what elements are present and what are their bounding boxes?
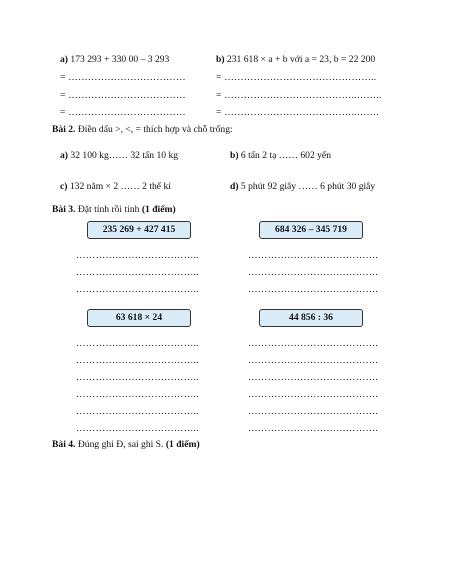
bai3-work-line[interactable]: ………………………………….	[248, 423, 378, 434]
bai2-item-label: a)	[60, 150, 68, 161]
bai1-b-label: b)	[216, 54, 225, 65]
bai3-points: (1 điểm)	[141, 204, 176, 215]
calc-box-addition: 235 269 + 427 415	[87, 221, 191, 239]
bai3-work-line[interactable]: ………………………………..	[76, 267, 199, 278]
bai2-item-text[interactable]: 6 tấn 2 tạ …… 602 yến	[238, 150, 331, 161]
calc-box-subtraction: 684 326 – 345 719	[259, 221, 363, 239]
bai2-item-c	[60, 182, 171, 192]
bai1-b-answer-line[interactable]: = …………………………………..……..	[216, 90, 382, 101]
bai3-work-line[interactable]: ………………………………….	[248, 250, 378, 261]
bai2-title	[52, 125, 233, 135]
bai4-number: Bài 4.	[52, 439, 76, 450]
bai2-instruction: Điền dấu >, <, = thích hợp và chỗ trống:	[75, 124, 233, 135]
bai1-b-answer-line[interactable]: = …………………………………..…….	[216, 107, 379, 118]
bai1-b-answer-line[interactable]: = ………………………………………..	[216, 72, 377, 83]
bai1-b-expression: 231 618 × a + b với a = 23, b = 22 200	[226, 54, 376, 65]
bai2-number: Bài 2.	[52, 124, 76, 135]
bai3-work-line[interactable]: ………………………………….	[248, 372, 378, 383]
bai1-part-b	[216, 55, 375, 65]
bai1-part-a	[60, 55, 169, 65]
bai3-work-line[interactable]: ………………………………..	[76, 389, 199, 400]
bai3-work-line[interactable]: ………………………………..	[76, 250, 199, 261]
bai3-title	[52, 205, 176, 215]
bai2-item-label: d)	[230, 181, 239, 192]
bai2-item-a	[60, 151, 178, 161]
bai1-a-expression: 173 293 + 330 00 – 3 293	[70, 54, 170, 65]
calc-box-division: 44 856 : 36	[259, 309, 363, 327]
bai3-work-line[interactable]: ………………………………….	[248, 267, 378, 278]
bai2-item-text[interactable]: 5 phút 92 giây …… 6 phút 30 giây	[238, 181, 376, 192]
bai2-item-label: c)	[60, 181, 68, 192]
bai2-item-label: b)	[230, 150, 239, 161]
bai1-a-answer-line[interactable]: = ………………………………	[60, 90, 186, 101]
bai3-work-line[interactable]: ………………………………….	[248, 406, 378, 417]
bai2-item-d	[230, 182, 375, 192]
bai4-instruction: Đúng ghi Đ, sai ghi S.	[75, 439, 166, 450]
bai3-work-line[interactable]: ………………………………..	[76, 284, 199, 295]
bai4-title	[52, 440, 200, 450]
calc-box-multiplication: 63 618 × 24	[87, 309, 191, 327]
bai4-points: (1 điểm)	[165, 439, 200, 450]
bai2-item-text[interactable]: 132 năm × 2 …… 2 thế kỉ	[67, 181, 171, 192]
bai1-a-answer-line[interactable]: = ………………………………	[60, 107, 186, 118]
bai1-a-label: a)	[60, 54, 68, 65]
bai3-work-line[interactable]: ………………………………..	[76, 372, 199, 383]
bai3-work-line[interactable]: ………………………………..	[76, 406, 199, 417]
bai3-work-line[interactable]: ………………………………..	[76, 355, 199, 366]
bai2-item-text[interactable]: 32 100 kg…… 32 tấn 10 kg	[68, 150, 179, 161]
bai2-item-b	[230, 151, 331, 161]
bai3-work-line[interactable]: ………………………………..	[76, 338, 199, 349]
bai3-work-line[interactable]: ………………………………….	[248, 389, 378, 400]
bai3-work-line[interactable]: ………………………………….	[248, 338, 378, 349]
bai3-instruction: Đặt tính rồi tính	[75, 204, 142, 215]
bai3-number: Bài 3.	[52, 204, 76, 215]
bai3-work-line[interactable]: ………………………………….	[248, 284, 378, 295]
bai3-work-line[interactable]: ………………………………..	[76, 423, 199, 434]
bai3-work-line[interactable]: ………………………………….	[248, 355, 378, 366]
bai1-a-answer-line[interactable]: = ………………………………	[60, 72, 186, 83]
